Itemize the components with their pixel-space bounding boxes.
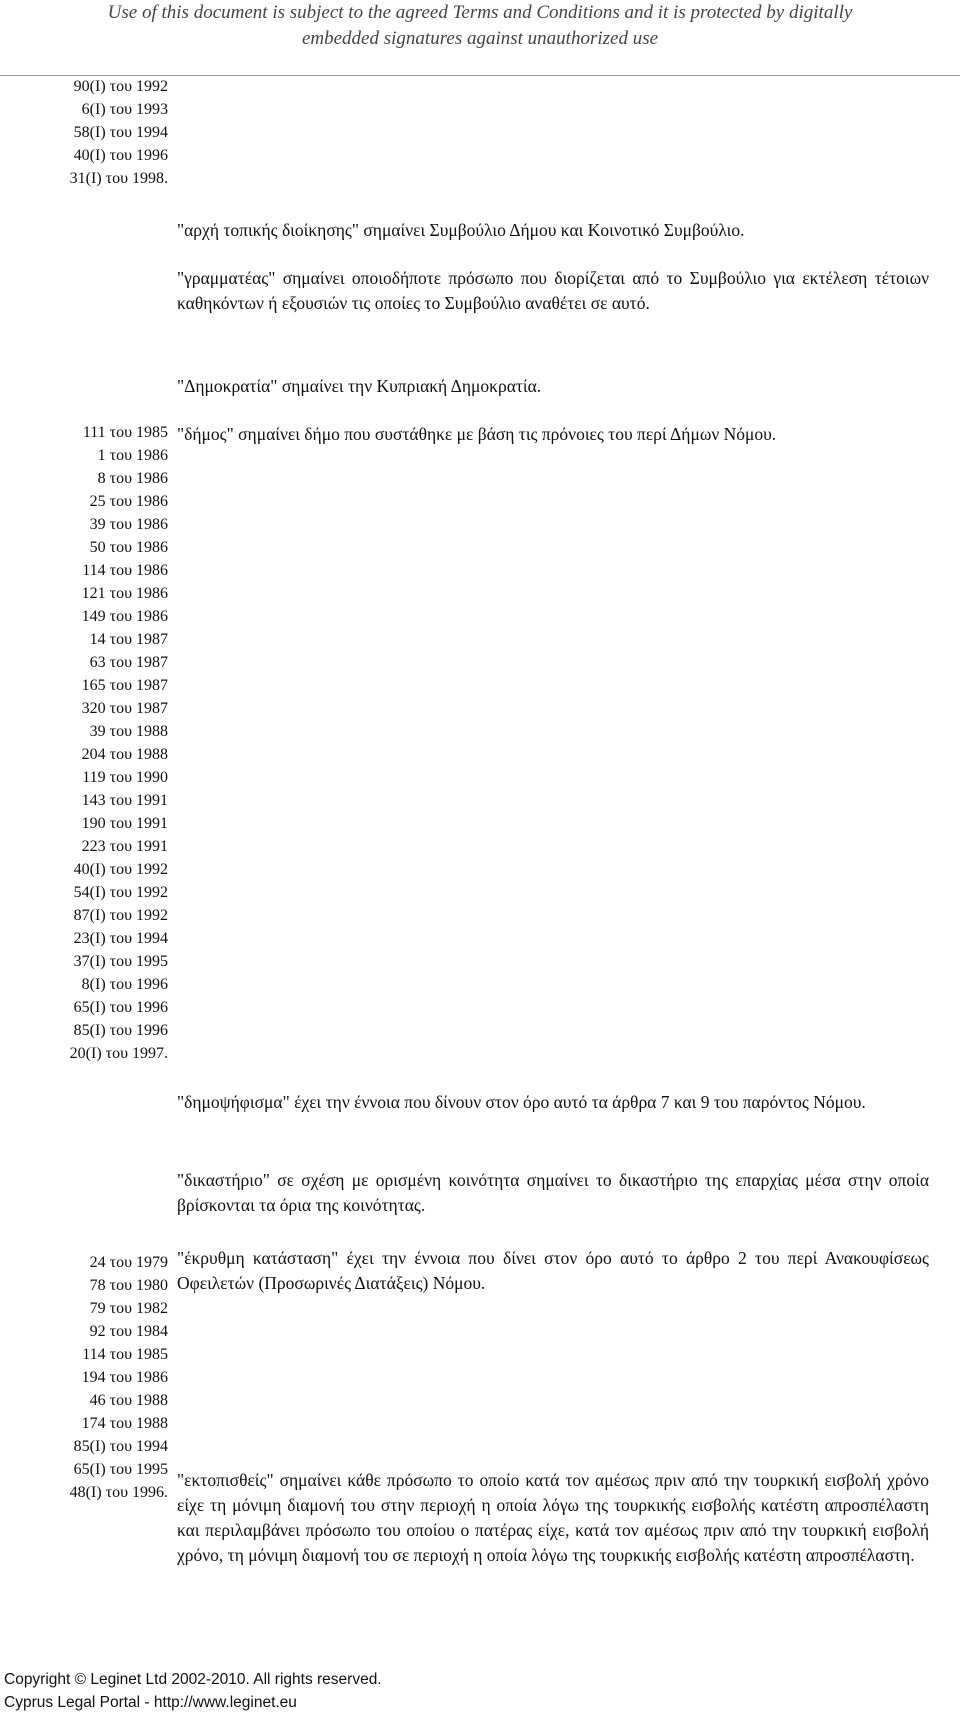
law-reference: 23(Ι) του 1994 <box>73 930 168 947</box>
law-reference: 39 του 1988 <box>89 723 168 740</box>
law-reference: 78 του 1980 <box>89 1277 168 1294</box>
law-reference: 1 του 1986 <box>97 447 168 464</box>
law-reference: 8 του 1986 <box>97 470 168 487</box>
definition-displaced-person: "εκτοπισθείς" σημαίνει κάθε πρόσωπο το οποίο κατά τον αμέσως πριν από την τουρκική εισβολή χρόνο είχε τη μόνιμη διαμονή του στην περιοχή η οποία λόγω της τουρκικής εισβολής κατέστη απροσπέλαστη και περιλαμβάνει πρόσωπο του οποίου ο πατέρας είχε, κατά τον αμέσως πριν από την τουρκική εισβολή χρόνο, τη μόνιμη διαμονή του σε περιοχή η οποία λόγω της τουρκικής εισβολής κατέστη απροσπέλαστη. <box>177 1470 929 1565</box>
definition-secretary: "γραμματέας" σημαίνει οποιοδήποτε πρόσωπο που διορίζεται από το Συμβούλιο για εκτέλεση τέτοιων καθηκόντων ή εξουσιών τις οποίες το Συμβούλιο αναθέτει σε αυτό. <box>177 268 929 313</box>
law-reference: 63 του 1987 <box>89 654 168 671</box>
law-reference: 54(Ι) του 1992 <box>73 884 168 901</box>
law-reference: 149 του 1986 <box>81 608 168 625</box>
copyright-notice: Copyright © Leginet Ltd 2002-2010. All rights reserved. <box>4 1671 382 1688</box>
terms-header-line1: Use of this document is subject to the agreed Terms and Conditions and it is protected by digitally <box>107 2 853 23</box>
law-reference-list-3 <box>0 1251 168 1504</box>
law-reference: 320 του 1987 <box>81 700 168 717</box>
law-reference: 24 του 1979 <box>89 1254 168 1271</box>
terms-header <box>0 0 960 52</box>
law-reference: 194 του 1986 <box>81 1369 168 1386</box>
law-reference: 90(Ι) του 1992 <box>73 78 168 95</box>
law-reference: 190 του 1991 <box>81 815 168 832</box>
definition-municipality: "δήμος" σημαίνει δήμο που συστάθηκε με βάση τις πρόνοιες του περί Δήμων Νόμου. <box>177 424 777 444</box>
terms-header-line2: embedded signatures against unauthorized use <box>301 28 659 49</box>
law-reference: 46 του 1988 <box>89 1392 168 1409</box>
law-reference: 39 του 1986 <box>89 516 168 533</box>
law-reference: 92 του 1984 <box>89 1323 168 1340</box>
definition-court: "δικαστήριο" σε σχέση με ορισμένη κοινότητα σημαίνει το δικαστήριο της επαρχίας μέσα στην οποία βρίσκονται τα όρια της κοινότητας. <box>177 1170 929 1215</box>
law-reference: 65(Ι) του 1996 <box>73 999 168 1016</box>
law-reference: 40(Ι) του 1992 <box>73 861 168 878</box>
law-reference: 37(Ι) του 1995 <box>73 953 168 970</box>
law-reference: 223 του 1991 <box>81 838 168 855</box>
law-reference-list-2 <box>0 421 168 1065</box>
law-reference: 40(Ι) του 1996 <box>73 147 168 164</box>
law-reference: 6(Ι) του 1993 <box>81 101 168 118</box>
law-reference: 20(Ι) του 1997. <box>69 1045 168 1062</box>
law-reference-list-1 <box>0 75 168 190</box>
law-reference: 79 του 1982 <box>89 1300 168 1317</box>
law-reference: 31(Ι) του 1998. <box>69 170 168 187</box>
law-reference: 111 του 1985 <box>82 424 168 441</box>
law-reference: 114 του 1986 <box>82 562 168 579</box>
law-reference: 25 του 1986 <box>89 493 168 510</box>
law-reference: 204 του 1988 <box>81 746 168 763</box>
law-reference: 87(Ι) του 1992 <box>73 907 168 924</box>
law-reference: 14 του 1987 <box>89 631 168 648</box>
law-reference: 143 του 1991 <box>81 792 168 809</box>
law-reference: 174 του 1988 <box>81 1415 168 1432</box>
definition-referendum: "δημοψήφισμα" έχει την έννοια που δίνουν στον όρο αυτό τα άρθρα 7 και 9 του παρόντος Νόμου. <box>177 1092 866 1112</box>
definition-local-authority: "αρχή τοπικής διοίκησης" σημαίνει Συμβούλιο Δήμου και Κοινοτικό Συμβούλιο. <box>177 220 745 240</box>
law-reference: 48(Ι) του 1996. <box>69 1484 168 1501</box>
law-reference: 58(Ι) του 1994 <box>73 124 168 141</box>
law-reference: 121 του 1986 <box>81 585 168 602</box>
law-reference: 50 του 1986 <box>89 539 168 556</box>
definition-emergency-situation: "έκρυθμη κατάσταση" έχει την έννοια που δίνει στον όρο αυτό το άρθρο 2 του περί Ανακουφίσεως Οφειλετών (Προσωρινές Διατάξεις) Νόμου. <box>177 1248 929 1293</box>
law-reference: 8(Ι) του 1996 <box>81 976 168 993</box>
portal-link[interactable]: Cyprus Legal Portal - http://www.leginet.eu <box>4 1694 297 1711</box>
law-reference: 85(Ι) του 1994 <box>73 1438 168 1455</box>
law-reference: 114 του 1985 <box>82 1346 168 1363</box>
law-reference: 65(Ι) του 1995 <box>73 1461 168 1478</box>
law-reference: 85(Ι) του 1996 <box>73 1022 168 1039</box>
law-reference: 119 του 1990 <box>82 769 168 786</box>
definition-republic: "Δημοκρατία" σημαίνει την Κυπριακή Δημοκρατία. <box>177 376 542 396</box>
law-reference: 165 του 1987 <box>81 677 168 694</box>
page-footer <box>4 1668 382 1714</box>
